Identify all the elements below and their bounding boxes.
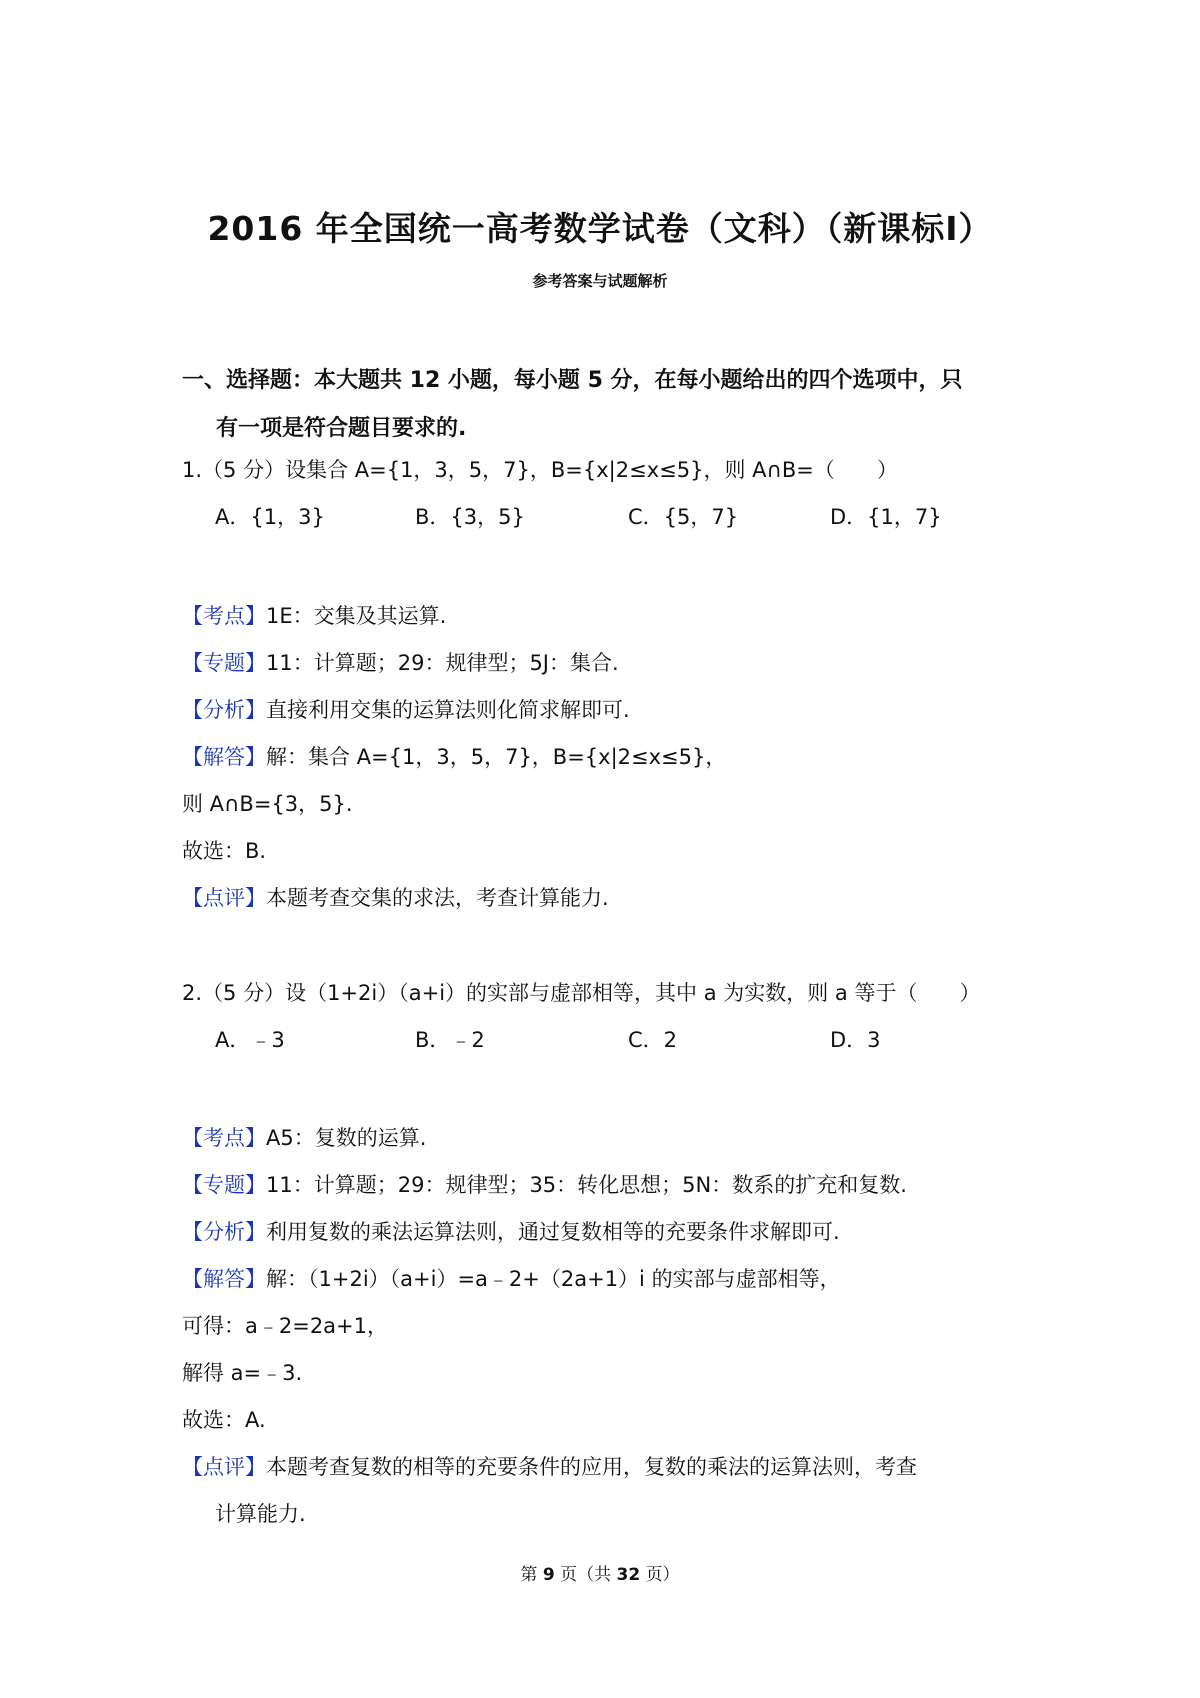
q2-fenxi-tag: 【分析】 xyxy=(182,1220,266,1244)
q1-option-d: D．{1，7} xyxy=(830,505,942,529)
footer-suffix: 页） xyxy=(645,1565,680,1585)
q1-zhuanti-text: 11：计算题；29：规律型；5J：集合. xyxy=(266,651,619,675)
q2-zhuanti-text: 11：计算题；29：规律型；35：转化思想；5N：数系的扩充和复数. xyxy=(266,1173,907,1197)
q1-option-a: A．{1，3} xyxy=(215,505,325,529)
q1-fenxi-tag: 【分析】 xyxy=(182,698,266,722)
q2-option-a: A．﹣3 xyxy=(215,1028,285,1052)
q2-kaodian xyxy=(182,1122,426,1152)
q2-zhuanti xyxy=(182,1169,907,1199)
q2-kaodian-tag: 【考点】 xyxy=(182,1126,266,1150)
q2-step3: 故选：A. xyxy=(182,1408,266,1432)
q2-jieda-tag: 【解答】 xyxy=(182,1267,266,1291)
section-heading-line1: 一、选择题：本大题共 12 小题，每小题 5 分，在每小题给出的四个选项中，只 xyxy=(182,368,963,393)
q2-stem: 2.（5 分）设（1+2i）（a+i）的实部与虚部相等，其中 a 为实数，则 a 等于（ ） xyxy=(182,981,981,1005)
q1-fenxi xyxy=(182,694,630,724)
q1-kaodian-text: 1E：交集及其运算. xyxy=(266,604,447,628)
q1-kaodian-tag: 【考点】 xyxy=(182,604,266,628)
q2-fenxi xyxy=(182,1216,840,1246)
footer-total-pages: 32 xyxy=(616,1565,641,1585)
q1-dianping-tag: 【点评】 xyxy=(182,886,266,910)
q2-step1: 可得：a﹣2=2a+1， xyxy=(182,1314,389,1338)
q2-kaodian-text: A5：复数的运算. xyxy=(266,1126,427,1150)
q2-jieda-text: 解：（1+2i）（a+i）=a﹣2+（2a+1）i 的实部与虚部相等， xyxy=(266,1267,841,1291)
q2-dianping-text: 本题考查复数的相等的充要条件的应用，复数的乘法的运算法则，考查 xyxy=(266,1455,917,1479)
q1-jieda-text: 解：集合 A={1，3，5，7}，B={x|2≤x≤5}， xyxy=(266,745,727,769)
q1-step1: 则 A∩B={3，5}. xyxy=(182,792,353,816)
q2-option-c: C．2 xyxy=(628,1028,678,1052)
page-footer xyxy=(0,1560,1200,1585)
q1-zhuanti xyxy=(182,647,619,677)
section-heading xyxy=(182,357,1042,453)
page-subtitle: 参考答案与试题解析 xyxy=(532,272,668,290)
q2-option-b: B．﹣2 xyxy=(415,1028,485,1052)
footer-middle: 页（共 xyxy=(560,1565,612,1585)
q2-dianping-tag: 【点评】 xyxy=(182,1455,266,1479)
q1-option-b: B．{3，5} xyxy=(415,505,525,529)
section-heading-line2: 有一项是符合题目要求的. xyxy=(216,416,467,441)
q2-fenxi-text: 利用复数的乘法运算法则，通过复数相等的充要条件求解即可. xyxy=(266,1220,840,1244)
q1-option-c: C．{5，7} xyxy=(628,505,739,529)
q1-fenxi-text: 直接利用交集的运算法则化简求解即可. xyxy=(266,698,630,722)
q1-stem: 1.（5 分）设集合 A={1，3，5，7}，B={x|2≤x≤5}，则 A∩B=（ ） xyxy=(182,458,898,482)
q2-step2: 解得 a=﹣3. xyxy=(182,1361,303,1385)
q1-step2: 故选：B. xyxy=(182,839,267,863)
q1-dianping-text: 本题考查交集的求法，考查计算能力. xyxy=(266,886,609,910)
q2-dianping-cont: 计算能力. xyxy=(215,1502,306,1526)
q2-dianping xyxy=(182,1451,917,1481)
q2-jieda xyxy=(182,1263,841,1293)
q1-zhuanti-tag: 【专题】 xyxy=(182,651,266,675)
q1-dianping xyxy=(182,882,609,912)
footer-page-number: 9 xyxy=(542,1565,555,1585)
q1-kaodian xyxy=(182,600,446,630)
page-title: 2016 年全国统一高考数学试卷（文科）（新课标Ⅰ） xyxy=(207,209,993,248)
q2-option-d: D．3 xyxy=(830,1028,881,1052)
footer-prefix: 第 xyxy=(520,1565,538,1585)
q1-jieda-tag: 【解答】 xyxy=(182,745,266,769)
q2-zhuanti-tag: 【专题】 xyxy=(182,1173,266,1197)
q1-jieda xyxy=(182,741,726,771)
